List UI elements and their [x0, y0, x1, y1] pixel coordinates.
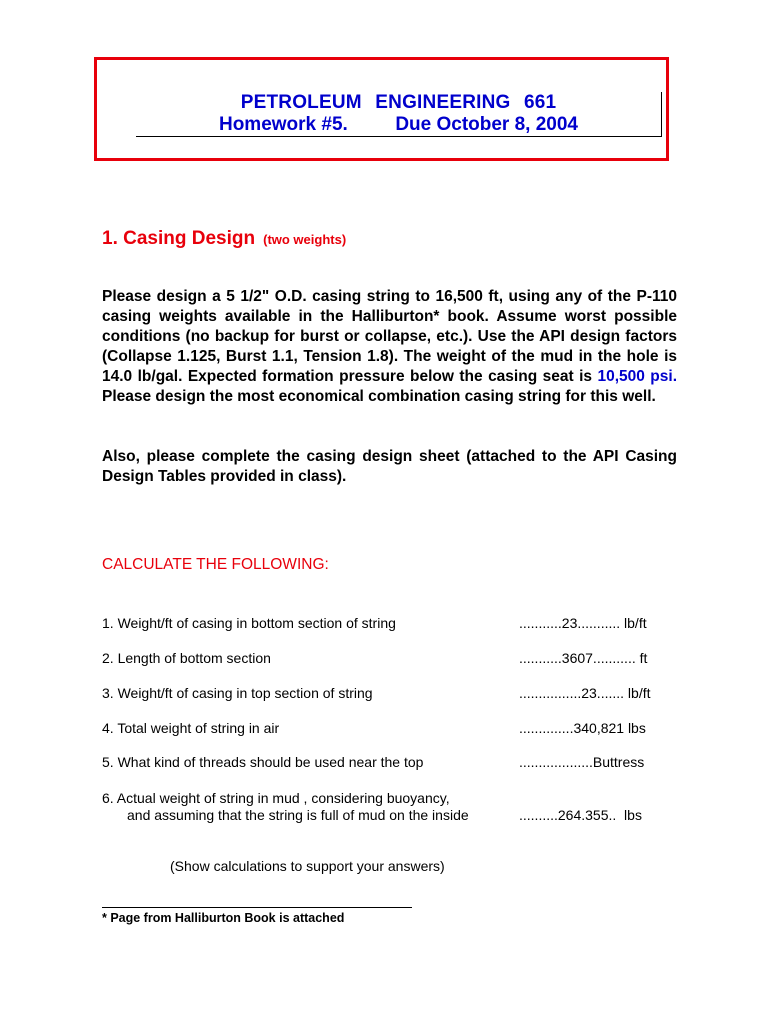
question-4: 4. Total weight of string in air — [102, 720, 280, 736]
course-title: PETROLEUM ENGINEERING 661 — [240, 92, 557, 113]
question-2: 2. Length of bottom section — [102, 650, 271, 666]
calculate-heading: CALCULATE THE FOLLOWING: — [102, 556, 329, 573]
due-date: Due October 8, 2004 — [395, 114, 579, 135]
answer-4: ..............340,821 lbs — [519, 720, 646, 736]
problem-text-a: Please design a 5 1/2" O.D. casing string to 16,500 ft, using any of the P-110 casing weights available in the Halliburton* book. Assume worst possible conditions (no backup for burst or collapse, etc.). Use the API design factors (Collapse 1.125, Burst 1.1, Tension 1.8). The weight of the mud in the hole is 14.0 lb/gal. Expected formation pressure below the casing seat is — [102, 288, 677, 385]
answer-6: ..........264.355.. lbs — [519, 807, 642, 823]
question-6: 6. Actual weight of string in mud , considering buoyancy, — [102, 790, 450, 806]
answer-5: ...................Buttress — [519, 754, 645, 770]
homework-number: Homework #5. — [218, 114, 348, 135]
answer-2: ...........3607........... ft — [519, 650, 648, 666]
calculations-note: (Show calculations to support your answers) — [170, 858, 445, 874]
footnote-divider — [102, 907, 412, 908]
question-6-continued: and assuming that the string is full of mud on the inside — [127, 807, 469, 823]
section-title — [102, 228, 346, 250]
answer-3: ................23....... lb/ft — [519, 685, 651, 701]
header-title-block — [136, 92, 662, 137]
question-5: 5. What kind of threads should be used near the top — [102, 754, 424, 770]
footnote: * Page from Halliburton Book is attached — [102, 911, 345, 925]
homework-line — [136, 114, 661, 136]
section-title-text: 1. Casing Design — [102, 228, 256, 249]
answer-1: ...........23........... lb/ft — [519, 615, 647, 631]
formation-pressure-highlight: 10,500 psi. — [597, 368, 678, 385]
instruction-paragraph: Also, please complete the casing design sheet (attached to the API Casing Design Tables provided in class). — [102, 448, 677, 485]
question-3: 3. Weight/ft of casing in top section of string — [102, 685, 373, 701]
section-subtitle: (two weights) — [263, 232, 347, 247]
problem-paragraph — [102, 287, 677, 407]
problem-text-b: Please design the most economical combination casing string for this well. — [102, 388, 656, 405]
question-1: 1. Weight/ft of casing in bottom section of string — [102, 615, 396, 631]
